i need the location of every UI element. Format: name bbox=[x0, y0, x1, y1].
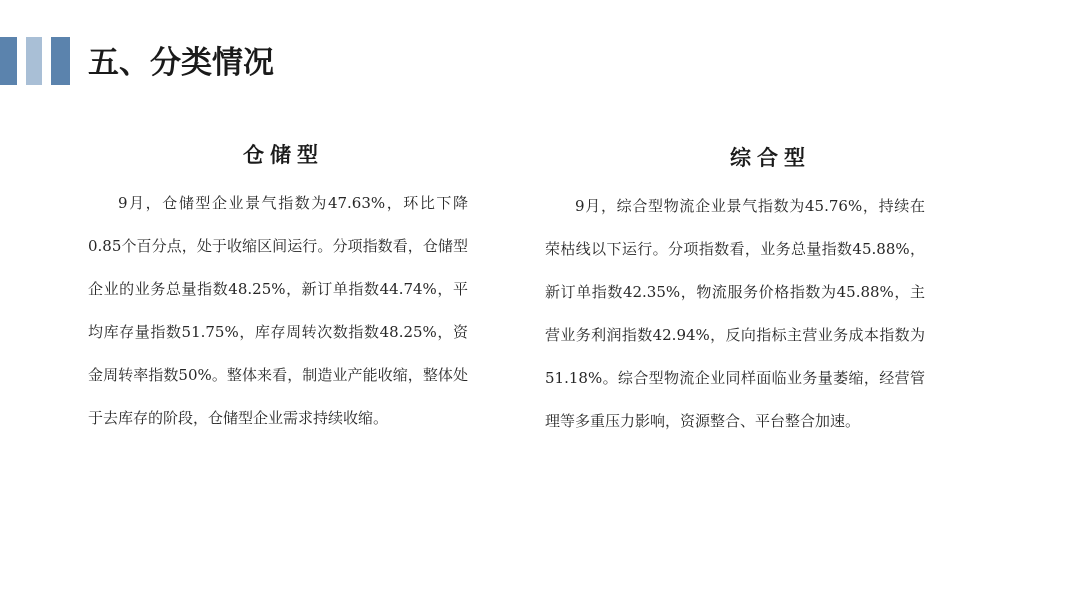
title-accent-bar bbox=[0, 37, 17, 85]
section-warehouse bbox=[88, 140, 468, 440]
section-body: 9月，仓储型企业景气指数为47.63%，环比下降0.85个百分点，处于收缩区间运行。分项指数看，仓储型企业的业务总量指数48.25%，新订单指数44.74%，平均库存量指数51.75%，库存周转次数指数48.25%，资金周转率指数50%。整体来看，制造业产能收缩，整体处于去库存的阶段，仓储型企业需求持续收缩。 bbox=[88, 194, 468, 427]
title-accent-bar bbox=[26, 37, 42, 85]
title-accent-bar bbox=[51, 37, 70, 85]
section-integrated bbox=[545, 143, 925, 443]
section-heading: 综合型 bbox=[730, 146, 811, 170]
section-heading: 仓储型 bbox=[243, 143, 324, 167]
page-title: 五、分类情况 bbox=[88, 45, 274, 81]
section-body: 9月，综合型物流企业景气指数为45.76%，持续在荣枯线以下运行。分项指数看，业务总量指数45.88%，新订单指数42.35%，物流服务价格指数为45.88%，主营业务利润指数42.94%，反向指标主营业务成本指数为51.18%。综合型物流企业同样面临业务量萎缩，经营管理等多重压力影响，资源整合、平台整合加速。 bbox=[545, 197, 925, 430]
